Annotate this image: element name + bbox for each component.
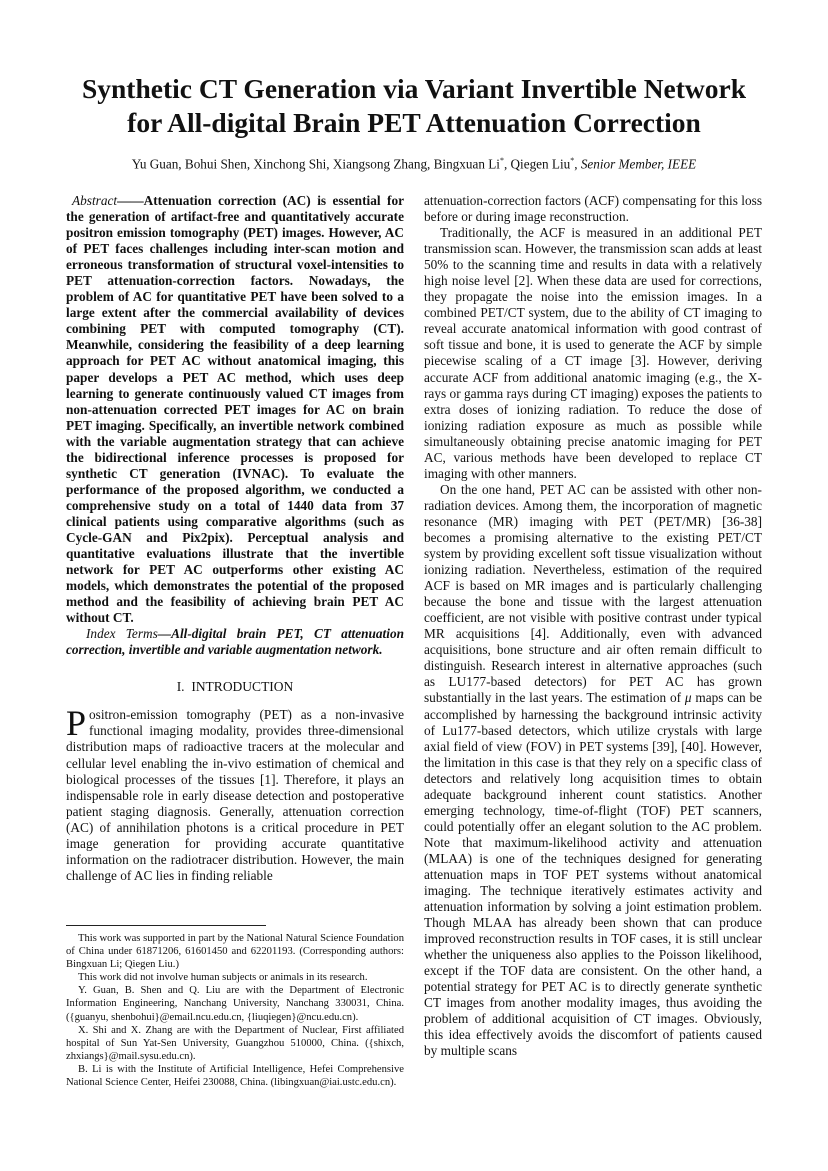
footnote-ethics: This work did not involve human subjects or animals in its research.: [78, 972, 368, 984]
footnote-affiliation-sysu: X. Shi and X. Zhang are with the Department of Nuclear, First affiliated hospital of Sun Yat-Sen University, Guangzhou 510000, China. ({shixch, zhxiangs}@mail.sysu.edu.cn).: [66, 1024, 404, 1062]
section-heading-introduction: [66, 679, 404, 695]
footnote-affiliation-ncu: Y. Guan, B. Shen and Q. Liu are with the Department of Electronic Information Engineering, Nanchang University, Nanchang 330031, China. ({guanyu, shenbohui}@email.ncu.edu.cn, {liuqiegen}@ncu.edu.cn).: [66, 985, 404, 1023]
abstract-dash: ——: [117, 193, 144, 208]
body-paragraph-traditional: Traditionally, the ACF is measured in an additional PET transmission scan. However, the transmission scan adds at least 50% to the scanning time and results in data with a relatively high noise level [2]. When these data are used for corrections, they propagate the noise into the emission images. In a combined PET/CT system, due to the ability of CT imaging to reveal accurate anatomical information with good contrast of soft tissue and bone, it is used to generate the ACF by simple piecewise scaling of a CT image [3]. However, deriving accurate ACF from additional anatomic imaging (e.g., the X-rays or gamma rays during CT imaging) exposes the patients to extra doses of ionizing radiation. To reduce the dose of ionizing radiation exposure as much as possible while simultaneously obtaining precise anatomic imaging for PET AC, various methods have been developed to replace CT imaging with other manners.: [424, 225, 762, 481]
author-list: [40, 153, 788, 172]
footnote-funding: This work was supported in part by the National Natural Science Foundation of China under 61871206, 61601450 and 62201193. (Corresponding authors: Bingxuan Li; Qiegen Liu.): [66, 933, 404, 971]
footnote-rule: [66, 925, 266, 926]
authors-text-last: , Qiegen Liu: [503, 156, 571, 172]
authors-text: Yu Guan, Bohui Shen, Xinchong Shi, Xiangsong Zhang, Bingxuan Li: [131, 156, 500, 172]
intro-text: ositron-emission tomography (PET) as a non-invasive functional imaging modality, provides three-dimensional distribution maps of radioactive tracers at the molecular and cellular level enabling the in-vivo estimation of chemical and biological processes of the tissues [1]. Therefore, it plays an indispensable role in early disease detection and postoperative patient staging diagnosis. Generally, attenuation correction (AC) of annihilation photons is a critical procedure in PET image generation for providing accurate quantitative information on the radiotracer distribution. However, the main challenge of AC lies in finding reliable: [66, 707, 404, 883]
section-title-rest: NTRODUCTION: [195, 679, 294, 695]
authors-comma: ,: [574, 156, 581, 172]
body-paragraph-alternatives: [424, 482, 762, 1060]
alternatives-text-a: On the one hand, PET AC can be assisted with other non-radiation devices. Among them, the incorporation of magnetic resonance (MR) imaging with PET (PET/MR) [36-38] becomes a promising alternative to the existing PET/CT system by providing excellent soft tissue visualization without ionizing radiation. Nevertheless, estimation of the required ACF is based on MR images and is particularly challenging because the bone and tissue with the largest attenuation coefficient, are not visible with positive contrast under typical MR acquisitions [4]. Additionally, even with advanced acquisitions, bone structure and air often remain difficult to distinguish. Research interest in alternative approaches (such as LU177-based detectors) for PET AC has grown substantially in the last years. The estimation of: [424, 481, 762, 706]
drop-cap: P: [66, 703, 87, 744]
index-terms: [66, 626, 404, 658]
section-numeral: I.: [176, 679, 185, 695]
corresponding-mark: *: [499, 156, 504, 165]
left-column: [66, 193, 404, 884]
index-terms-label: Index Terms: [86, 626, 158, 642]
mu-symbol: μ: [684, 690, 692, 706]
index-terms-body: —All-digital brain PET, CT attenuation correction, invertible and variable augmentation network.: [66, 626, 404, 658]
body-paragraph-acf: attenuation-correction factors (ACF) compensating for this loss before or during image reconstruction.: [424, 193, 762, 225]
abstract-label: Abstract: [72, 193, 118, 208]
alternatives-text-b: maps can be accomplished by harnessing the background intrinsic activity of Lu177-based detectors, which utilize crystals with large axial field of view (FOV) in PET systems [39], [40]. However, the limitation in this case is that they rely on a specific class of detectors and relatively long acquisition times to obtain adequate background inherent count statistics. Another emerging technology, time-of-flight (TOF) PET scanners, could potentially offer an elegant solution to the AC problem. Note that maximum-likelihood activity and attenuation (MLAA) is one of the techniques designed for generating attenuation maps in TOF PET systems without anatomical imaging. The technique iteratively estimates activity and attenuation information by solving a joint estimation problem. Though MLAA has already been shown that can produce improved reconstruction results in TOF cases, it is still unclear whether the uniqueness also applies to the Poisson likelihood, except if the TOF data are consistent. On the other hand, a potential strategy for PET AC is to directly generate synthetic CT images from another modality images, thus avoiding the problem of additional acquisition of CT images. Obviously, this idea effectively avoids the discomfort of patients caused by multiple scans: [424, 690, 762, 1059]
intro-paragraph-1: [66, 703, 404, 884]
ieee-membership: Senior Member, IEEE: [580, 156, 697, 172]
corresponding-mark-2: *: [570, 156, 575, 165]
paper-title: [40, 72, 788, 140]
title-line-1: Synthetic CT Generation via Variant Invertible Network: [81, 73, 747, 104]
footnote-affiliation-iai: B. Li is with the Institute of Artificial Intelligence, Hefei Comprehensive National Science Center, Heifei 230088, China. (libingxuan@iai.ustc.edu.cn).: [66, 1063, 404, 1089]
title-line-2: for All-digital Brain PET Attenuation Correction: [127, 107, 701, 138]
abstract: [66, 193, 404, 626]
footnotes: [66, 932, 404, 1089]
right-column: [424, 193, 762, 1060]
section-initial: I: [191, 679, 196, 695]
abstract-body: Attenuation correction (AC) is essential for the generation of artifact-free and quantitatively accurate positron emission tomography (PET) images. However, AC of PET faces challenges including inter-scan motion and erroneous transformation of structural voxel-intensities to PET attenuation-correction factors. Nowadays, the problem of AC for quantitative PET have been solved to a large extent after the commercial availability of devices combining PET with computed tomography (CT). Meanwhile, considering the feasibility of a deep learning approach for PET AC without anatomical imaging, this paper develops a PET AC method, which uses deep learning to generate continuously valued CT images from non-attenuation corrected PET images for AC on brain PET imaging. Specifically, an invertible network combined with the variable augmentation strategy that can achieve the bidirectional inference processes is proposed for synthetic CT generation (IVNAC). To evaluate the performance of the proposed algorithm, we conducted a comprehensive study on a total of 1440 data from 37 clinical patients using comparative algorithms (such as Cycle-GAN and Pix2pix). Perceptual analysis and quantitative evaluations illustrate that the invertible network for PET AC outperforms other existing AC models, which demonstrates the potential of the proposed method and the feasibility of achieving brain PET AC without CT.: [66, 193, 404, 626]
